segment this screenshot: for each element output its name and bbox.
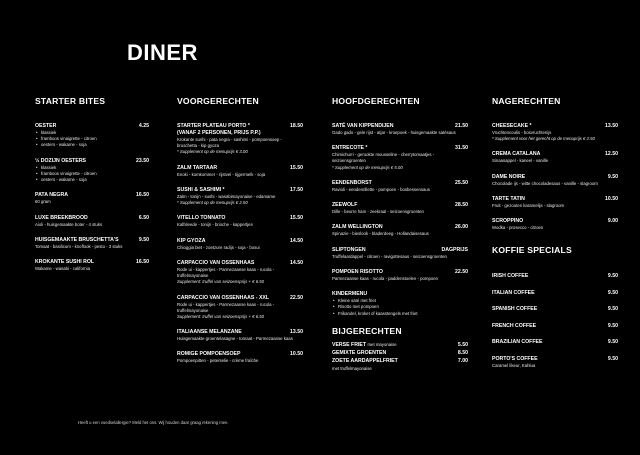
menu-item-price: 16.50 bbox=[136, 259, 149, 266]
menu-item-row bbox=[332, 224, 468, 231]
side-dish-row bbox=[332, 342, 468, 349]
menu-item-name: SATÉ VAN KIPPENDIJEN bbox=[332, 123, 394, 129]
coffee-price: 9.50 bbox=[607, 289, 618, 296]
menu-item bbox=[35, 192, 149, 205]
menu-item-row bbox=[332, 291, 468, 298]
menu-item-description: Parmezaanse kaas - rucola - paddenstoelen - pompoen bbox=[332, 275, 439, 281]
menu-item-description: Vruchtencoulis - bosvruchtenijs bbox=[492, 130, 552, 136]
coffee-name: BRAZILIAN COFFEE bbox=[492, 339, 543, 346]
menu-item-price: 4.25 bbox=[138, 123, 149, 129]
menu-item-description: Pompoenpitten - peterselie - crème fraîche bbox=[177, 358, 259, 364]
menu-item-row bbox=[35, 123, 149, 130]
menu-item-row bbox=[492, 123, 618, 130]
menu-item-description: Huisgemaakte groentelasagne - tomaat - Parmezaanse kaas bbox=[177, 336, 293, 342]
menu-item-row bbox=[177, 165, 303, 172]
menu-item bbox=[332, 247, 468, 260]
side-dish-title: ZOETE AARDAPPELFRIET bbox=[332, 357, 398, 364]
side-dish-title: VERSE FRIET bbox=[332, 341, 367, 348]
menu-item-options bbox=[35, 130, 149, 149]
menu-item-option: • klassiek bbox=[35, 165, 149, 171]
menu-item-price: 21.50 bbox=[455, 123, 468, 129]
menu-item bbox=[177, 329, 303, 342]
menu-item-name: SLIPTONGEN bbox=[332, 246, 366, 253]
menu-item-price: 23.50 bbox=[136, 157, 149, 164]
coffee-row bbox=[492, 290, 618, 297]
menu-item-description: Wodka - prosecco - citroen bbox=[492, 225, 544, 231]
section-heading: STARTER BITES bbox=[35, 96, 106, 106]
menu-item-name: ZALM TARTAAR bbox=[177, 164, 218, 171]
coffee-name: FRENCH COFFEE bbox=[492, 322, 537, 329]
menu-item-name: ½ DOZIJN OESTERS bbox=[35, 157, 87, 164]
menu-item-name: ENTRECOTE * bbox=[332, 145, 368, 152]
menu-item-subtitle: (VANAF 2 PERSONEN, PRIJS P.P.) bbox=[177, 130, 261, 137]
menu-item-name: ROMIGE POMPOENSOEP bbox=[177, 351, 241, 358]
coffee-row bbox=[492, 323, 618, 330]
menu-item-name: SUSHI & SASHIMI * bbox=[177, 186, 225, 193]
menu-item-name: ITALIAANSE MELANZANE bbox=[177, 329, 242, 336]
menu-item-name: KROKANTE SUSHI ROL bbox=[35, 259, 95, 266]
side-dish-name bbox=[332, 342, 397, 349]
side-dish-name bbox=[332, 350, 386, 357]
side-dish-price: 5.50 bbox=[457, 341, 468, 348]
coffee-description: Caramel likeur, Kahlua bbox=[492, 362, 536, 368]
menu-item-description: Kalfsleede - tonijn - brioche - kappertjes bbox=[177, 222, 253, 228]
menu-item-option: • oesters - wakame - soja bbox=[35, 177, 149, 183]
menu-item-row bbox=[35, 259, 149, 266]
menu-item-price: 26.00 bbox=[455, 224, 468, 231]
coffee-price: 9.50 bbox=[607, 306, 618, 313]
coffee-name: SPANISH COFFEE bbox=[492, 306, 538, 313]
section-heading: NAGERECHTEN bbox=[492, 96, 561, 106]
menu-item-name: OESTER bbox=[35, 123, 57, 129]
side-dish bbox=[332, 350, 468, 357]
side-dish bbox=[332, 358, 468, 372]
menu-item-row bbox=[35, 192, 149, 199]
side-dish-row bbox=[332, 358, 468, 365]
menu-item bbox=[177, 123, 303, 156]
menu-item bbox=[332, 224, 468, 237]
menu-item bbox=[332, 202, 468, 215]
menu-item-price: DAGPRIJS bbox=[441, 246, 468, 253]
page-title: DINER bbox=[127, 40, 198, 65]
menu-item-description: Sinaasappel - kaneel - vanille bbox=[492, 158, 549, 164]
menu-item bbox=[35, 158, 149, 184]
menu-item-option: • Frikandel, kroket of kaasstengels met friet bbox=[332, 311, 468, 317]
side-dish-title: GEMIXTE GROENTEN bbox=[332, 349, 387, 356]
menu-item-price: 15.50 bbox=[290, 215, 303, 222]
menu-item-price: 15.50 bbox=[290, 164, 303, 171]
menu-item-name: ZEEWOLF bbox=[332, 202, 358, 209]
menu-item-name: LUXE BREEKBROOD bbox=[35, 214, 88, 221]
menu-item-description: Rode ui - kappertjes - Parmezaanse kaas - rucola - truffelmayonaise bbox=[177, 266, 275, 279]
menu-item-row bbox=[177, 260, 303, 267]
menu-item-row bbox=[177, 295, 303, 302]
menu-item-price: 16.50 bbox=[136, 192, 149, 199]
menu-item-option: • klassiek bbox=[35, 130, 149, 136]
coffee-name: IRISH COFFEE bbox=[492, 273, 529, 280]
menu-item-description: Tomaat - basilicum - knoflook - pesto - 3 stuks bbox=[35, 243, 123, 249]
menu-item-price: 13.50 bbox=[605, 123, 618, 129]
coffee-row bbox=[492, 356, 618, 363]
menu-item-option: • Risotto met pompoen bbox=[332, 304, 468, 310]
menu-item-row bbox=[332, 202, 468, 209]
coffee-name: ITALIAN COFFEE bbox=[492, 289, 535, 296]
menu-item-options bbox=[35, 165, 149, 184]
menu-item-description: Truffelaardappel - citroen - ravigottesaus - seizoensgroenten bbox=[332, 253, 447, 259]
menu-item-price: 9.00 bbox=[607, 218, 618, 225]
menu-item-row bbox=[332, 247, 468, 254]
menu-item-price: 14.50 bbox=[290, 259, 303, 266]
menu-item-name: POMPOEN RISOTTO bbox=[332, 268, 383, 275]
menu-item-description: Rode ui - kappertjes - Parmezaanse kaas - rucola - truffelmayonaise bbox=[177, 301, 275, 313]
menu-item-row bbox=[492, 174, 618, 181]
coffee-item bbox=[492, 356, 618, 369]
menu-item-description: Chioggia biet - zoetzure radijs - soja - bosui bbox=[177, 244, 260, 250]
menu-item-price: 13.50 bbox=[290, 329, 303, 336]
menu-item-row bbox=[177, 187, 303, 194]
menu-item-description: Zalm - tonijn - sushi - wasabimayonaise - edamame bbox=[177, 193, 276, 199]
menu-item-row bbox=[332, 269, 468, 276]
side-dish-extra: met truffelmayonaise bbox=[332, 365, 372, 371]
menu-item-row bbox=[492, 196, 618, 203]
menu-item bbox=[492, 196, 618, 209]
menu-item-description: Aioli - huisgemaakte boter - 4 stuks bbox=[35, 221, 103, 227]
menu-item-price: 10.50 bbox=[290, 351, 303, 358]
coffee-item bbox=[492, 273, 618, 280]
menu-item-name: ZALM WELLINGTON bbox=[332, 224, 383, 231]
menu-item-price: 28.50 bbox=[455, 202, 468, 209]
menu-item bbox=[177, 238, 303, 251]
coffee-price: 9.50 bbox=[607, 273, 618, 280]
menu-item-row bbox=[332, 145, 468, 152]
section-heading: HOOFDGERECHTEN bbox=[332, 96, 420, 106]
menu-item-supplement-note: * Supplement op de menuprijs € 5.00 bbox=[332, 164, 403, 170]
menu-item-name: HUISGEMAAKTE BRUSCHETTA'S bbox=[35, 236, 119, 243]
menu-item bbox=[492, 218, 618, 231]
coffee-item bbox=[492, 323, 618, 330]
menu-item bbox=[177, 187, 303, 206]
side-dish-price: 7.00 bbox=[457, 357, 468, 364]
menu-item-price: 31.50 bbox=[455, 145, 468, 152]
menu-item bbox=[332, 291, 468, 317]
coffee-item bbox=[492, 306, 618, 313]
menu-item bbox=[177, 260, 303, 286]
menu-item-price: 6.50 bbox=[138, 214, 149, 221]
menu-item bbox=[177, 351, 303, 364]
menu-item-name: STARTER PLATEAU PORTO * bbox=[177, 123, 250, 129]
menu-item-supplement-note: * Supplement voor het gerecht op de menuprijs € 2.50 bbox=[492, 136, 595, 142]
menu-item-description: Ravioli - eendenrillette - pompoen - bosbessensaus bbox=[332, 186, 430, 192]
menu-item-price: 12.50 bbox=[605, 151, 618, 158]
menu-item-name: DAME NOIRE bbox=[492, 173, 526, 180]
menu-item-description: Gado gado - gele rijst - atjar - kroepoek - huisgemaakte satésaus bbox=[332, 130, 456, 136]
menu-item-row bbox=[177, 215, 303, 222]
section-heading: KOFFIE SPECIALS bbox=[492, 245, 572, 256]
menu-item-description: Wakame - wasabi - california bbox=[35, 266, 91, 272]
hoofdgerechten-column bbox=[332, 96, 468, 372]
menu-item-supplement-note: Supplement: truffel van seizoensprijs + € 6.50 bbox=[177, 279, 265, 285]
menu-item-supplement-note: Supplement: truffel van seizoensprijs + € 6.50 bbox=[177, 313, 265, 319]
menu-item-description: Chocolade ijs - witte chocoladesaus - vanille - slagroom bbox=[492, 180, 598, 186]
menu-item bbox=[35, 123, 149, 149]
menu-item-price: 22.50 bbox=[290, 294, 303, 301]
menu-item-row bbox=[492, 218, 618, 225]
menu-item-price: 22.50 bbox=[455, 268, 468, 275]
menu-item-row bbox=[492, 151, 618, 158]
menu-item-option: • framboos vinaigrette - citroen bbox=[35, 136, 149, 142]
menu-item-name: VITELLO TONNATO bbox=[177, 215, 226, 222]
menu-item bbox=[492, 151, 618, 164]
menu-item-price: 25.50 bbox=[455, 179, 468, 186]
menu-item-row bbox=[332, 180, 468, 187]
menu-item-name: PATA NEGRA bbox=[35, 192, 68, 199]
menu-item-name: KINDERMENU bbox=[332, 291, 368, 298]
menu-item-name: EENDENBORST bbox=[332, 179, 372, 186]
menu-item-row bbox=[332, 123, 468, 130]
menu-item-price: 9.50 bbox=[607, 173, 618, 180]
menu-item-name: KIP GYOZA bbox=[177, 237, 206, 244]
menu-item-name: TARTE TATIN bbox=[492, 195, 525, 202]
menu-item-description: 60 gram bbox=[35, 199, 51, 205]
menu-item-option: • oesters - wakame - soja bbox=[35, 142, 149, 148]
coffee-row bbox=[492, 306, 618, 313]
menu-item-name: CARPACCIO VAN OSSENHAAS bbox=[177, 259, 255, 266]
side-dish-extra: met mayonaise bbox=[367, 341, 397, 347]
menu-item bbox=[35, 259, 149, 272]
menu-item-supplement-note: * Supplement op de menuprijs € 2.50 bbox=[177, 200, 248, 206]
menu-item-row bbox=[35, 215, 149, 222]
coffee-price: 9.50 bbox=[607, 355, 618, 362]
menu-item-name: CHEESECAKE * bbox=[492, 123, 532, 129]
menu-item-price: 14.50 bbox=[290, 237, 303, 244]
menu-item-row bbox=[35, 158, 149, 165]
coffee-price: 9.50 bbox=[607, 322, 618, 329]
menu-item-description: Chimichurri - gerookte mousseline - cherrytomaatjes - seizoensgroenten bbox=[332, 152, 435, 164]
menu-item bbox=[332, 145, 468, 171]
menu-item-option: • framboos vinaigrette - citroen bbox=[35, 171, 149, 177]
starter-bites-column bbox=[35, 96, 149, 281]
menu-item-row bbox=[35, 237, 149, 244]
section-heading: BIJGERECHTEN bbox=[332, 325, 402, 336]
menu-item-supplement-note: * Supplement op de menuprijs € 3.00 bbox=[177, 149, 248, 155]
menu-item-description: Spinazie - bieslook - bladerdeeg - Hollandaisesaus bbox=[332, 231, 429, 237]
menu-item-options bbox=[332, 298, 468, 317]
menu-item-name: CREMA CATALANA bbox=[492, 151, 541, 158]
coffee-item bbox=[492, 290, 618, 297]
menu-item bbox=[177, 295, 303, 321]
menu-item-price: 17.50 bbox=[290, 186, 303, 193]
menu-item-description: Enoki - komkommer - rijstvel - tijgermelk - soja bbox=[177, 171, 266, 177]
nagerechten-column bbox=[492, 96, 618, 379]
menu-item-price: 18.50 bbox=[290, 123, 303, 129]
menu-item-name: SCROPPINO bbox=[492, 218, 524, 225]
coffee-name: PORTO'S COFFEE bbox=[492, 355, 538, 362]
coffee-row bbox=[492, 339, 618, 346]
menu-item-description: Dille - beurre ham - zeekraal - seizoensgroenten bbox=[332, 209, 424, 215]
menu-item bbox=[177, 165, 303, 178]
menu-item bbox=[35, 215, 149, 228]
allergy-footer: Heeft u een voedselallergie? Meld het ons. Wij houden daar graag rekening mee. bbox=[78, 420, 229, 425]
menu-item-row bbox=[177, 351, 303, 358]
side-dish-row bbox=[332, 350, 468, 357]
voorgerechten-column bbox=[177, 96, 303, 374]
menu-item-price: 10.50 bbox=[605, 195, 618, 202]
menu-item-row bbox=[177, 329, 303, 336]
menu-item-description: Fruit - gezouten karamelijs - slagroom bbox=[492, 202, 565, 208]
section-heading: VOORGERECHTEN bbox=[177, 96, 259, 106]
menu-item-price: 9.50 bbox=[138, 236, 149, 243]
menu-item bbox=[332, 180, 468, 193]
side-dish-price: 8.50 bbox=[457, 349, 468, 356]
menu-item bbox=[35, 237, 149, 250]
menu-item-row bbox=[177, 238, 303, 245]
coffee-item bbox=[492, 339, 618, 346]
side-dish-name bbox=[332, 358, 398, 365]
coffee-price: 9.50 bbox=[607, 339, 618, 346]
menu-item bbox=[332, 269, 468, 282]
menu-item bbox=[332, 123, 468, 136]
menu-item bbox=[492, 123, 618, 142]
coffee-row bbox=[492, 273, 618, 280]
menu-item-name: CARPACCIO VAN OSSENHAAS - XXL bbox=[177, 294, 270, 301]
menu-item-option: • Kleine saté met friet bbox=[332, 298, 468, 304]
menu-item bbox=[492, 174, 618, 187]
menu-item-description: Krokante sushi - pata negra - sashimi - pompoensoep - bruschetta - kip gyoza bbox=[177, 137, 282, 149]
menu-item bbox=[177, 215, 303, 228]
menu-item-row bbox=[177, 123, 303, 130]
side-dish bbox=[332, 342, 468, 349]
